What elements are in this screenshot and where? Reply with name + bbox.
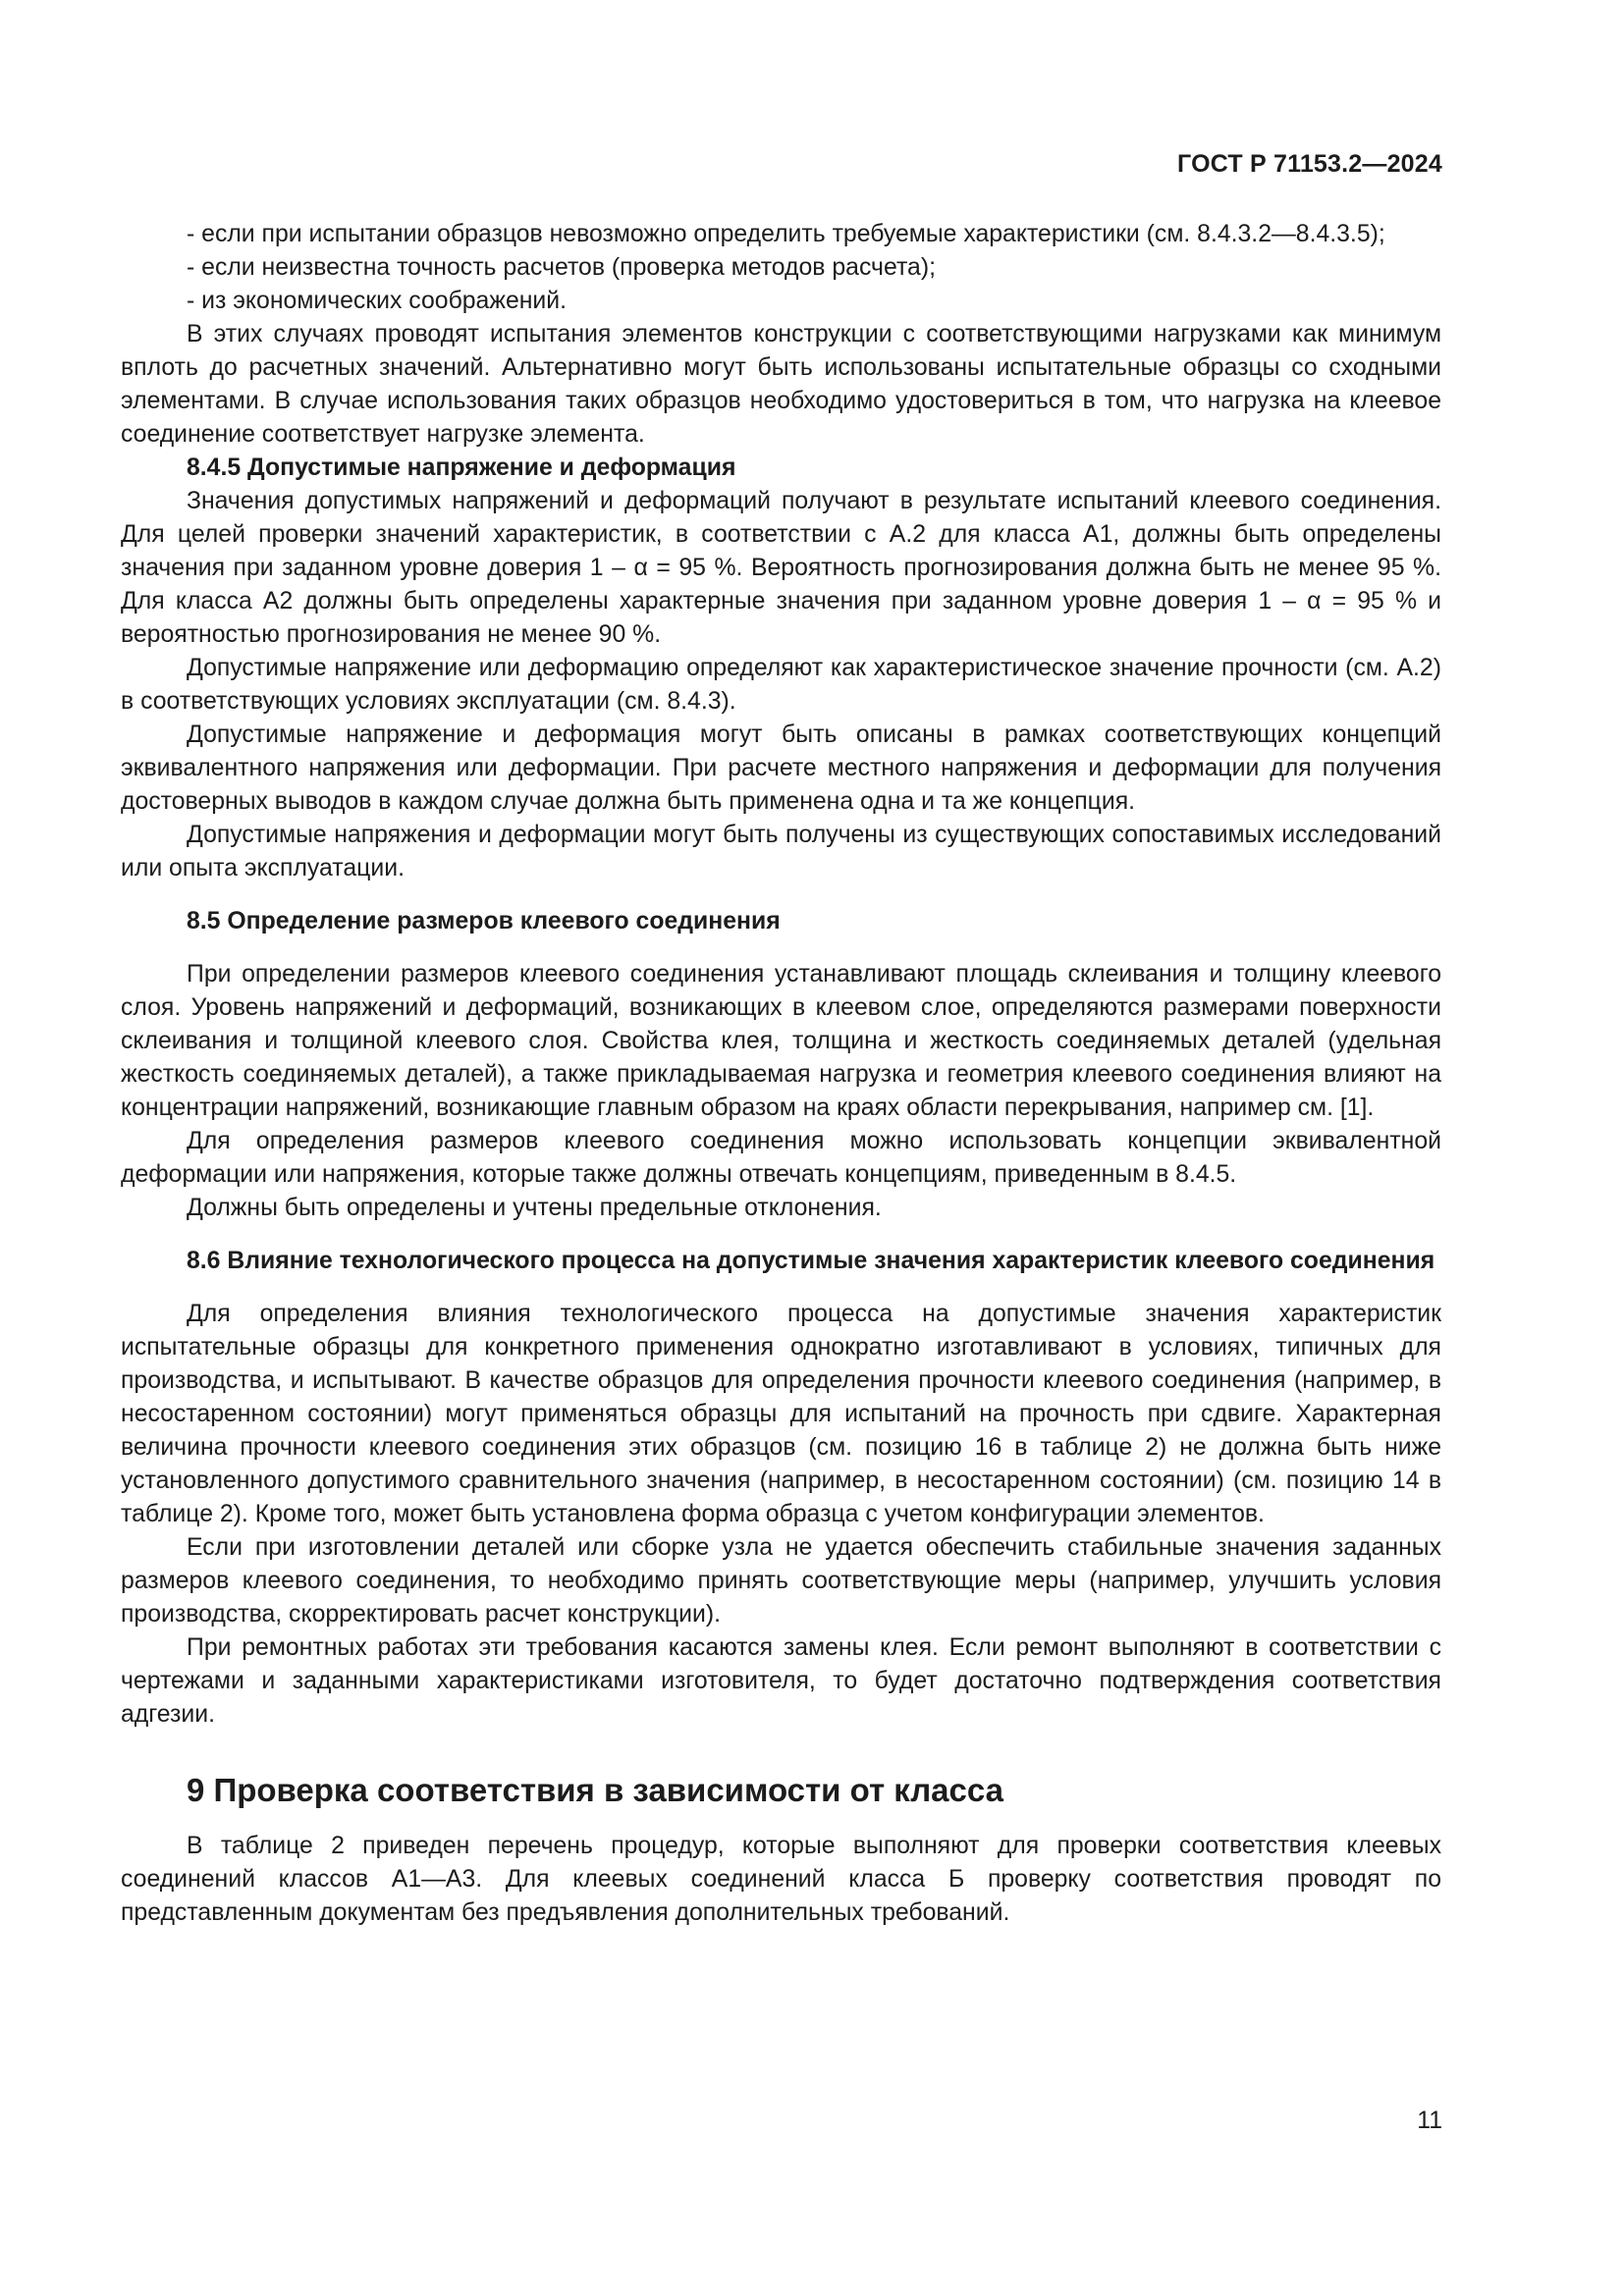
section-heading-8-5: 8.5 Определение размеров клеевого соединения xyxy=(187,908,781,934)
document-code: ГОСТ Р 71153.2—2024 xyxy=(1177,150,1442,178)
section-heading-9: 9 Проверка соответствия в зависимости от класса xyxy=(187,1772,1003,1808)
paragraph: Допустимые напряжение или деформацию определяют как характеристическое значение прочности (см. А.2) в соответствующих условиях эксплуатации (см. 8.4.3). xyxy=(121,655,1441,715)
paragraph: Если при изготовлении деталей или сборке узла не удается обеспечить стабильные значения заданных размеров клеевого соединения, то необходимо принять соответствующие меры (например, улучшить условия производства, скорректировать расчет конструкции). xyxy=(121,1534,1441,1628)
paragraph: При ремонтных работах эти требования касаются замены клея. Если ремонт выполняют в соответствии с чертежами и заданными характеристиками изготовителя, то будет достаточно подтверждения соответствия адгезии. xyxy=(121,1634,1441,1728)
paragraph: Для определения размеров клеевого соединения можно использовать концепции эквивалентной деформации или напряжения, которые также должны отвечать концепциям, приведенным в 8.4.5. xyxy=(121,1128,1441,1188)
paragraph: Значения допустимых напряжений и деформаций получают в результате испытаний клеевого соединения. Для целей проверки значений характеристик, в соответствии с А.2 для класса А1, должны быть определены значения при заданном уровне доверия 1 – α = 95 %. Вероятность прогнозирования должна быть не менее 95 %. Для класса А2 должны быть определены характерные значения при заданном уровне доверия 1 – α = 95 % и вероятностью прогнозирования не менее 90 %. xyxy=(121,488,1441,648)
page-number: 11 xyxy=(1417,2108,1442,2134)
paragraph: Должны быть определены и учтены предельные отклонения. xyxy=(187,1195,882,1221)
list-item: - из экономических соображений. xyxy=(187,288,568,314)
paragraph: В этих случаях проводят испытания элементов конструкции с соответствующими нагрузками как минимум вплоть до расчетных значений. Альтернативно могут быть использованы испытательные образцы со сходными элементами. В случае использования таких образцов необходимо удостовериться в том, что нагрузка на клеевое соединение соответствует нагрузке элемента. xyxy=(121,321,1441,448)
section-heading-8-4-5: 8.4.5 Допустимые напряжение и деформация xyxy=(187,454,736,481)
section-heading-8-6: 8.6 Влияние технологического процесса на допустимые значения характеристик клеевого соединения xyxy=(187,1248,1435,1274)
paragraph: При определении размеров клеевого соединения устанавливают площадь склеивания и толщину клеевого слоя. Уровень напряжений и деформаций, возникающих в клеевом слое, определяются размерами поверхности склеивания и толщиной клеевого слоя. Свойства клея, толщина и жесткость соединяемых деталей (удельная жесткость соединяемых деталей), а также прикладываемая нагрузка и геометрия клеевого соединения влияют на концентрации напряжений, возникающие главным образом на краях области перекрывания, например см. [1]. xyxy=(121,961,1441,1121)
paragraph: Для определения влияния технологического процесса на допустимые значения характеристик испытательные образцы для конкретного применения однократно изготавливают в условиях, типичных для производства, и испытывают. В качестве образцов для определения прочности клеевого соединения (например, в несостаренном состоянии) могут применяться образцы для испытаний на прочность при сдвиге. Характерная величина прочности клеевого соединения этих образцов (см. позицию 16 в таблице 2) не должна быть ниже установленного допустимого сравнительного значения (например, в несостаренном состоянии) (см. позицию 14 в таблице 2). Кроме того, может быть установлена форма образца с учетом конфигурации элементов. xyxy=(121,1301,1441,1527)
paragraph: Допустимые напряжение и деформация могут быть описаны в рамках соответствующих концепций эквивалентного напряжения или деформации. При расчете местного напряжения и деформации для получения достоверных выводов в каждом случае должна быть применена одна и та же концепция. xyxy=(121,721,1441,815)
list-item: - если при испытании образцов невозможно определить требуемые характеристики (см. 8.4.3.2—8.4.3.5); xyxy=(187,221,1385,247)
list-item: - если неизвестна точность расчетов (проверка методов расчета); xyxy=(187,254,936,281)
paragraph: В таблице 2 приведен перечень процедур, которые выполняют для проверки соответствия клеевых соединений классов А1—А3. Для клеевых соединений класса Б проверку соответствия проводят по представленным документам без предъявления дополнительных требований. xyxy=(121,1833,1441,1926)
page-content xyxy=(121,218,1441,1930)
paragraph: Допустимые напряжения и деформации могут быть получены из существующих сопоставимых исследований или опыта эксплуатации. xyxy=(121,822,1441,881)
